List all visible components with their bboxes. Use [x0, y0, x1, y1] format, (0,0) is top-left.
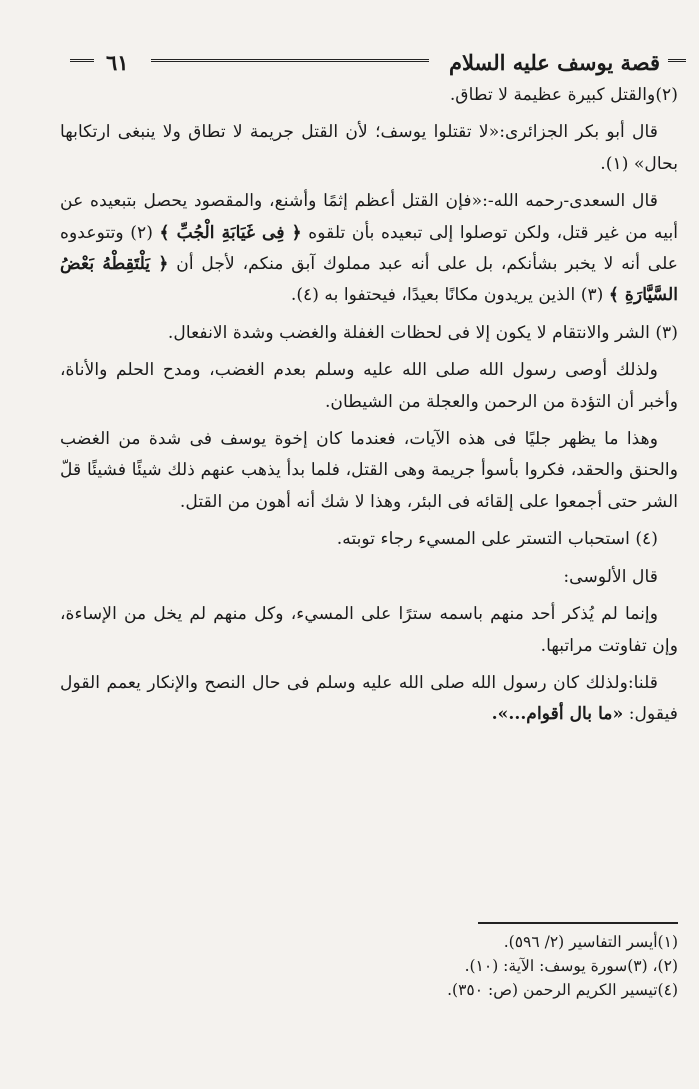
quran-quote-1: ﴿ فِى غَيَابَةِ الْجُبِّ ﴾ [159, 222, 302, 243]
footnote-1: (١)أيسر التفاسير (٢/ ٥٩٦). [503, 933, 678, 951]
paragraph-6: وهذا ما يظهر جليًا فى هذه الآيات، فعندما كان إخوة يوسف فى شدة من الغضب والحنق والحقد، فكروا بأسوأ جريمة وهى القتل، فلما بدأ يذهب عنهم ذلك شيئًا فشيئًا قلّ الشر حتى أجمعوا على إلقائه فى البئر، وهذا لا شك أنه أهون من القتل. [60, 429, 678, 512]
page-number: ٦١ [106, 49, 129, 75]
footnote-separator [478, 922, 678, 924]
running-title: قصة يوسف عليه السلام [448, 49, 660, 75]
quran-quote-2: ﴿ يَلْتَقِطْهُ بَعْضُ السَّيَّارَةِ ﴾ [60, 254, 678, 306]
header-rule-middle [151, 59, 429, 66]
paragraph-10-text: قلنا:ولذلك كان رسول الله صلى الله عليه وسلم فى حال النصح والإنكار يعمم القول فيقول: [60, 672, 678, 725]
paragraph-10 [60, 668, 678, 731]
main-text [60, 80, 678, 737]
footnote-2: (٢)، (٣)سورة يوسف: الآية: (١٠). [464, 957, 678, 975]
footnote-ref-3: (٣) [580, 285, 604, 306]
paragraph-4: (٣) الشر والانتقام لا يكون إلا فى لحظات الغفلة والغضب وشدة الانفعال. [167, 322, 678, 343]
paragraph-1: (٢)والقتل كبيرة عظيمة لا تطاق. [449, 85, 678, 105]
header-rule-right [668, 59, 686, 66]
paragraph-8: قال الألوسى: [563, 566, 658, 587]
paragraph-2: قال أبو بكر الجزائرى:«لا تقتلوا يوسف؛ لأن القتل جريمة لا تطاق ولا ينبغى ارتكابها بحال» (١). [60, 122, 678, 174]
paragraph-3-part-2: وتتوعدوه على أنه لا يخبر بشأنكم، بل على أنه عبد مملوك آبق منكم، لأجل أن [60, 222, 679, 275]
paragraph-3-part-1: قال السعدى-رحمه الله-:«فإن القتل أعظم إثمًا وأشنع، والمقصود يحصل بتبعيده عن أبيه من غير قتل، ولكن توصلوا إلى تبعيده بأن تلقوه [60, 191, 679, 243]
paragraph-5: ولذلك أوصى رسول الله صلى الله عليه وسلم بعدم الغضب، ومدح الحلم والأناة، وأخبر أن التؤدة من الرحمن والعجلة من الشيطان. [60, 360, 678, 412]
hadith-quote: «ما بال أقوام...». [491, 704, 624, 725]
footnotes [60, 922, 678, 1002]
header-rule-left [70, 59, 94, 66]
paragraph-7: (٤) استحباب التستر على المسيء رجاء توبته. [336, 529, 658, 550]
paragraph-3 [60, 186, 678, 312]
footnote-3: (٤)تيسير الكريم الرحمن (ص: ٣٥٠). [447, 981, 678, 999]
paragraph-9: وإنما لم يُذكر أحد منهم باسمه سترًا على المسيء، وكل منهم لم يخل من الإساءة، وإن تفاوتت مراتبها. [60, 604, 678, 656]
page-header [70, 44, 686, 80]
footnote-ref-2: (٢) [130, 222, 153, 243]
paragraph-3-part-3: الذين يريدون مكانًا بعيدًا، فيحتفوا به (٤). [290, 285, 576, 306]
